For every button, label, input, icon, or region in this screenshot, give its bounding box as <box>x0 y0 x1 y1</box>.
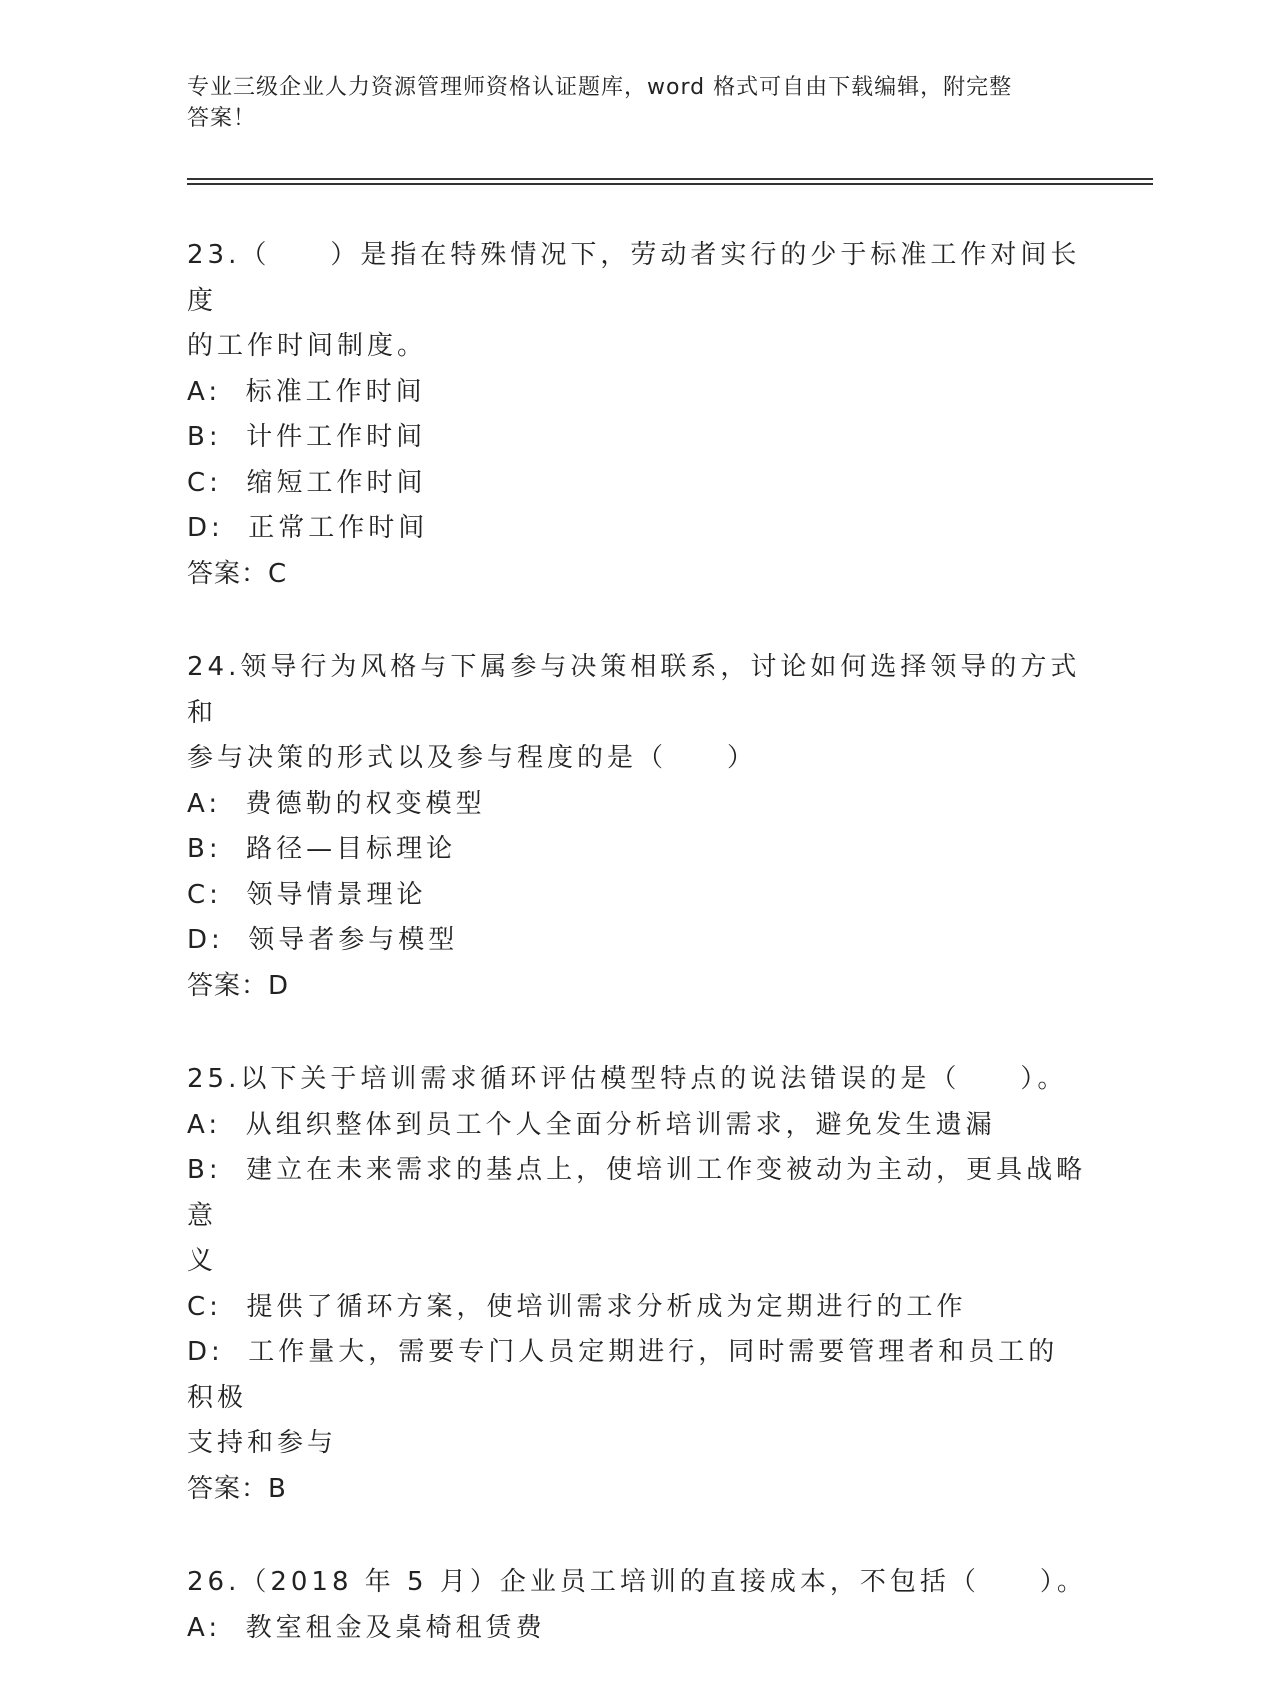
answer-label: 答案：D <box>187 970 290 1001</box>
option-a: A: 标准工作时间 <box>187 376 426 407</box>
answer-label: 答案：B <box>187 1473 287 1504</box>
question-25 <box>187 1057 1087 1512</box>
option-a: A: 费德勒的权变模型 <box>187 788 486 819</box>
option-d-continued: 支持和参与 <box>187 1428 338 1458</box>
header-divider-bottom <box>187 183 1153 185</box>
option-d: D: 工作量大，需要专门人员定期进行，同时需要管理者和员工的积极 <box>187 1337 1059 1413</box>
question-stem-line: 参与决策的形式以及参与程度的是（ ） <box>187 743 758 773</box>
question-stem-line: 24.领导行为风格与下属参与决策相联系，讨论如何选择领导的方式和 <box>187 652 1081 728</box>
question-stem-line: 25.以下关于培训需求循环评估模型特点的说法错误的是（ ）。 <box>187 1064 1068 1094</box>
option-c: C: 提供了循环方案，使培训需求分析成为定期进行的工作 <box>187 1291 967 1322</box>
option-b: B: 路径—目标理论 <box>187 834 457 864</box>
header-divider-top <box>187 178 1153 180</box>
header-line-1: 专业三级企业人力资源管理师资格认证题库，word 格式可自由下载编辑，附完整 <box>187 75 1013 100</box>
option-c: C: 缩短工作时间 <box>187 467 427 498</box>
header-line-2: 答案！ <box>187 106 257 131</box>
question-stem-line: 的工作时间制度。 <box>187 331 428 361</box>
question-stem-line: 26.（2018 年 5 月）企业员工培训的直接成本，不包括（ ）。 <box>187 1567 1087 1597</box>
option-b-continued: 义 <box>187 1246 218 1276</box>
document-header <box>187 72 1067 134</box>
option-d: D: 领导者参与模型 <box>187 925 459 955</box>
question-24 <box>187 645 1087 1009</box>
option-b: B: 计件工作时间 <box>187 422 427 452</box>
option-b: B: 建立在未来需求的基点上，使培训工作变被动为主动，更具战略意 <box>187 1155 1087 1231</box>
question-stem-line: 23.（ ）是指在特殊情况下，劳动者实行的少于标准工作对间长度 <box>187 240 1081 316</box>
answer-label: 答案：C <box>187 558 288 589</box>
option-d: D: 正常工作时间 <box>187 513 429 543</box>
question-23 <box>187 233 1087 597</box>
option-c: C: 领导情景理论 <box>187 879 427 910</box>
option-a: A: 教室租金及桌椅租赁费 <box>187 1612 546 1643</box>
question-list <box>187 233 1087 1699</box>
question-26 <box>187 1560 1087 1651</box>
option-a: A: 从组织整体到员工个人全面分析培训需求，避免发生遗漏 <box>187 1109 996 1140</box>
